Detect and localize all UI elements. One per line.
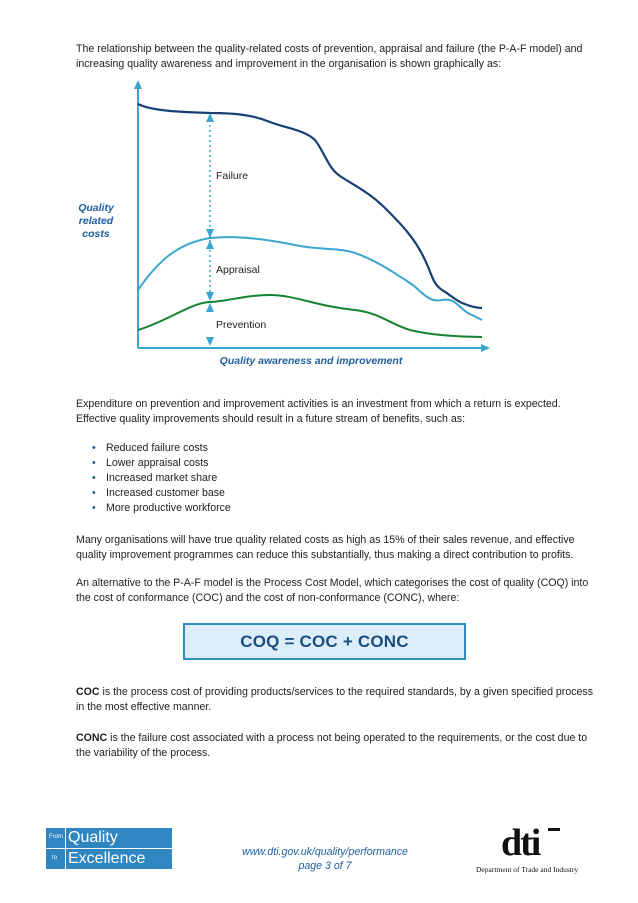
x-axis-arrowhead [481, 344, 490, 352]
logo-row-quality [46, 828, 172, 848]
conc-definition [76, 731, 600, 761]
dti-logo [499, 824, 569, 860]
paf-graph [70, 78, 490, 370]
footer-url-link[interactable]: www.dti.gov.uk/quality/performance [242, 846, 408, 858]
coc-text: is the process cost of providing products/services to the required standards, by a given specified process in the most effective manner. [76, 686, 593, 713]
bullet-icon: • [92, 472, 96, 484]
list-item-text: Reduced failure costs [106, 442, 208, 454]
failure-curve [138, 104, 482, 308]
bullet-icon: • [92, 457, 96, 469]
logo-quality: Quality [68, 829, 118, 846]
bullet-icon: • [92, 442, 96, 454]
y-axis-label-line1: Quality [78, 202, 114, 214]
coc-definition [76, 685, 600, 715]
expenditure-line1: Expenditure on prevention and improvement activities is an investment from which a return is expected. [76, 398, 561, 410]
intro-paragraph: The relationship between the quality-related costs of prevention, appraisal and failure (the P-A-F model) and increasing quality awareness and improvement in the organisation is shown graphically as: [76, 43, 583, 70]
arrowhead-appraisal-top [206, 240, 214, 249]
list-item-text: Increased customer base [106, 487, 225, 499]
quality-to-excellence-logo [46, 828, 172, 869]
x-axis-label: Quality awareness and improvement [219, 355, 403, 367]
page-number: page 3 of 7 [298, 860, 352, 872]
failure-label: Failure [216, 170, 249, 182]
list-item-text: Lower appraisal costs [106, 457, 209, 469]
conc-term: CONC [76, 732, 108, 744]
arrowhead-failure-top [206, 113, 214, 122]
formula-box [183, 623, 466, 660]
prevention-curve [138, 295, 482, 337]
conc-text: is the failure cost associated with a process not being operated to the requirements, or the cost due to the variability of the process. [76, 732, 588, 759]
list-item-text: Increased market share [106, 472, 218, 484]
coc-term: COC [76, 686, 100, 698]
benefits-list [92, 441, 231, 516]
dti-caption: Department of Trade and Industry [476, 865, 579, 874]
paf-model-figure [70, 78, 490, 370]
y-axis-label-line2: related [78, 215, 114, 227]
many-organisations-paragraph: Many organisations will have true quality related costs as high as 15% of their sales revenue, and effective quality improvement programmes can reduce this substantially, thus making a direct contribution to profits. [76, 534, 575, 561]
process-cost-model-paragraph: An alternative to the P-A-F model is the Process Cost Model, which categorises the cost of quality (COQ) into the cost of conformance (COC) and the cost of non-conformance (CONC), where: [76, 577, 589, 604]
logo-row-excellence [46, 849, 172, 869]
arrowhead-prevention-bottom [206, 337, 214, 346]
expenditure-paragraph [76, 397, 600, 427]
formula-text: COQ = COC + CONC [240, 632, 409, 651]
list-item [92, 486, 231, 501]
logo-to: to [52, 855, 58, 861]
arrowhead-appraisal-bottom [206, 292, 214, 301]
bullet-icon: • [92, 502, 96, 514]
logo-from: From [49, 834, 63, 840]
list-item [92, 441, 231, 456]
y-axis-label-line3: costs [82, 228, 110, 240]
prevention-label: Prevention [216, 319, 267, 331]
arrowhead-prevention-top [206, 303, 214, 312]
bullet-icon: • [92, 487, 96, 499]
y-axis-arrowhead [134, 80, 142, 89]
list-item [92, 471, 231, 486]
list-item [92, 456, 231, 471]
dti-logo-bar [548, 828, 560, 831]
appraisal-label: Appraisal [216, 264, 260, 276]
arrowhead-failure-bottom [206, 229, 214, 238]
list-item-text: More productive workforce [106, 502, 231, 514]
logo-excellence: Excellence [68, 850, 146, 867]
expenditure-line2: Effective quality improvements should result in a future stream of benefits, such as: [76, 413, 466, 425]
list-item [92, 501, 231, 516]
dti-logo-text: dti [501, 824, 540, 860]
